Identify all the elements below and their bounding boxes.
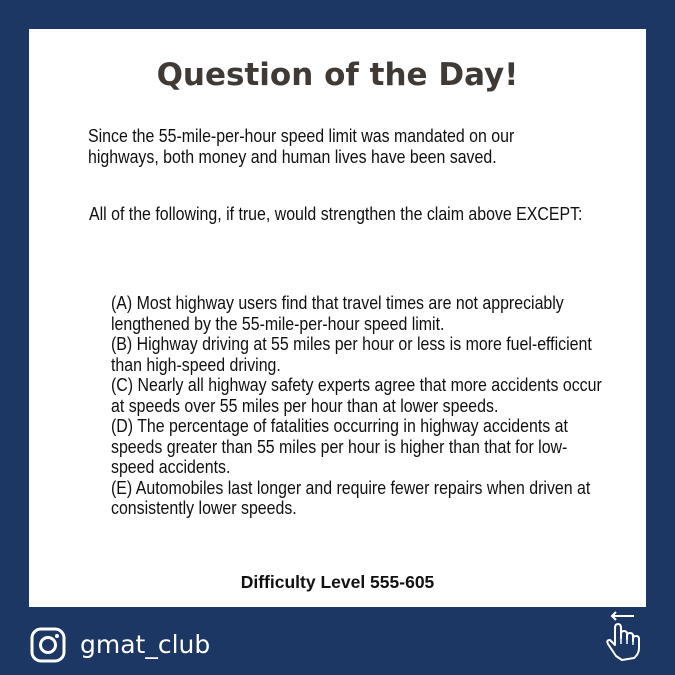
option-b: (B) Highway driving at 55 miles per hour or less is more fuel-efficient than high-speed driving. [111, 333, 592, 375]
question-prompt: All of the following, if true, would strengthen the claim above EXCEPT: [89, 203, 583, 224]
option-e: (E) Automobiles last longer and require fewer repairs when driven at consistently lower speeds. [111, 476, 591, 518]
question-stem: Since the 55-mile-per-hour speed limit was mandated on our highways, both money and human lives have been saved. [88, 125, 515, 167]
swipe-left-hand-icon [600, 610, 646, 662]
option-d: (D) The percentage of fatalities occurring in highway accidents at speeds greater than 55 miles per hour is higher than that for low-speed accidents. [111, 415, 568, 477]
page-title: Question of the Day! [156, 57, 519, 93]
difficulty-level: Difficulty Level 555-605 [240, 572, 435, 592]
option-c: (C) Nearly all highway safety experts agree that more accidents occur at speeds over 55 miles per hour than at lower speeds. [111, 374, 602, 416]
instagram-icon[interactable] [30, 627, 66, 663]
account-handle[interactable]: gmat_club [80, 630, 211, 659]
option-a: (A) Most highway users find that travel times are not appreciably lengthened by the 55-mile-per-hour speed limit. [111, 292, 564, 334]
answer-options [111, 293, 610, 519]
